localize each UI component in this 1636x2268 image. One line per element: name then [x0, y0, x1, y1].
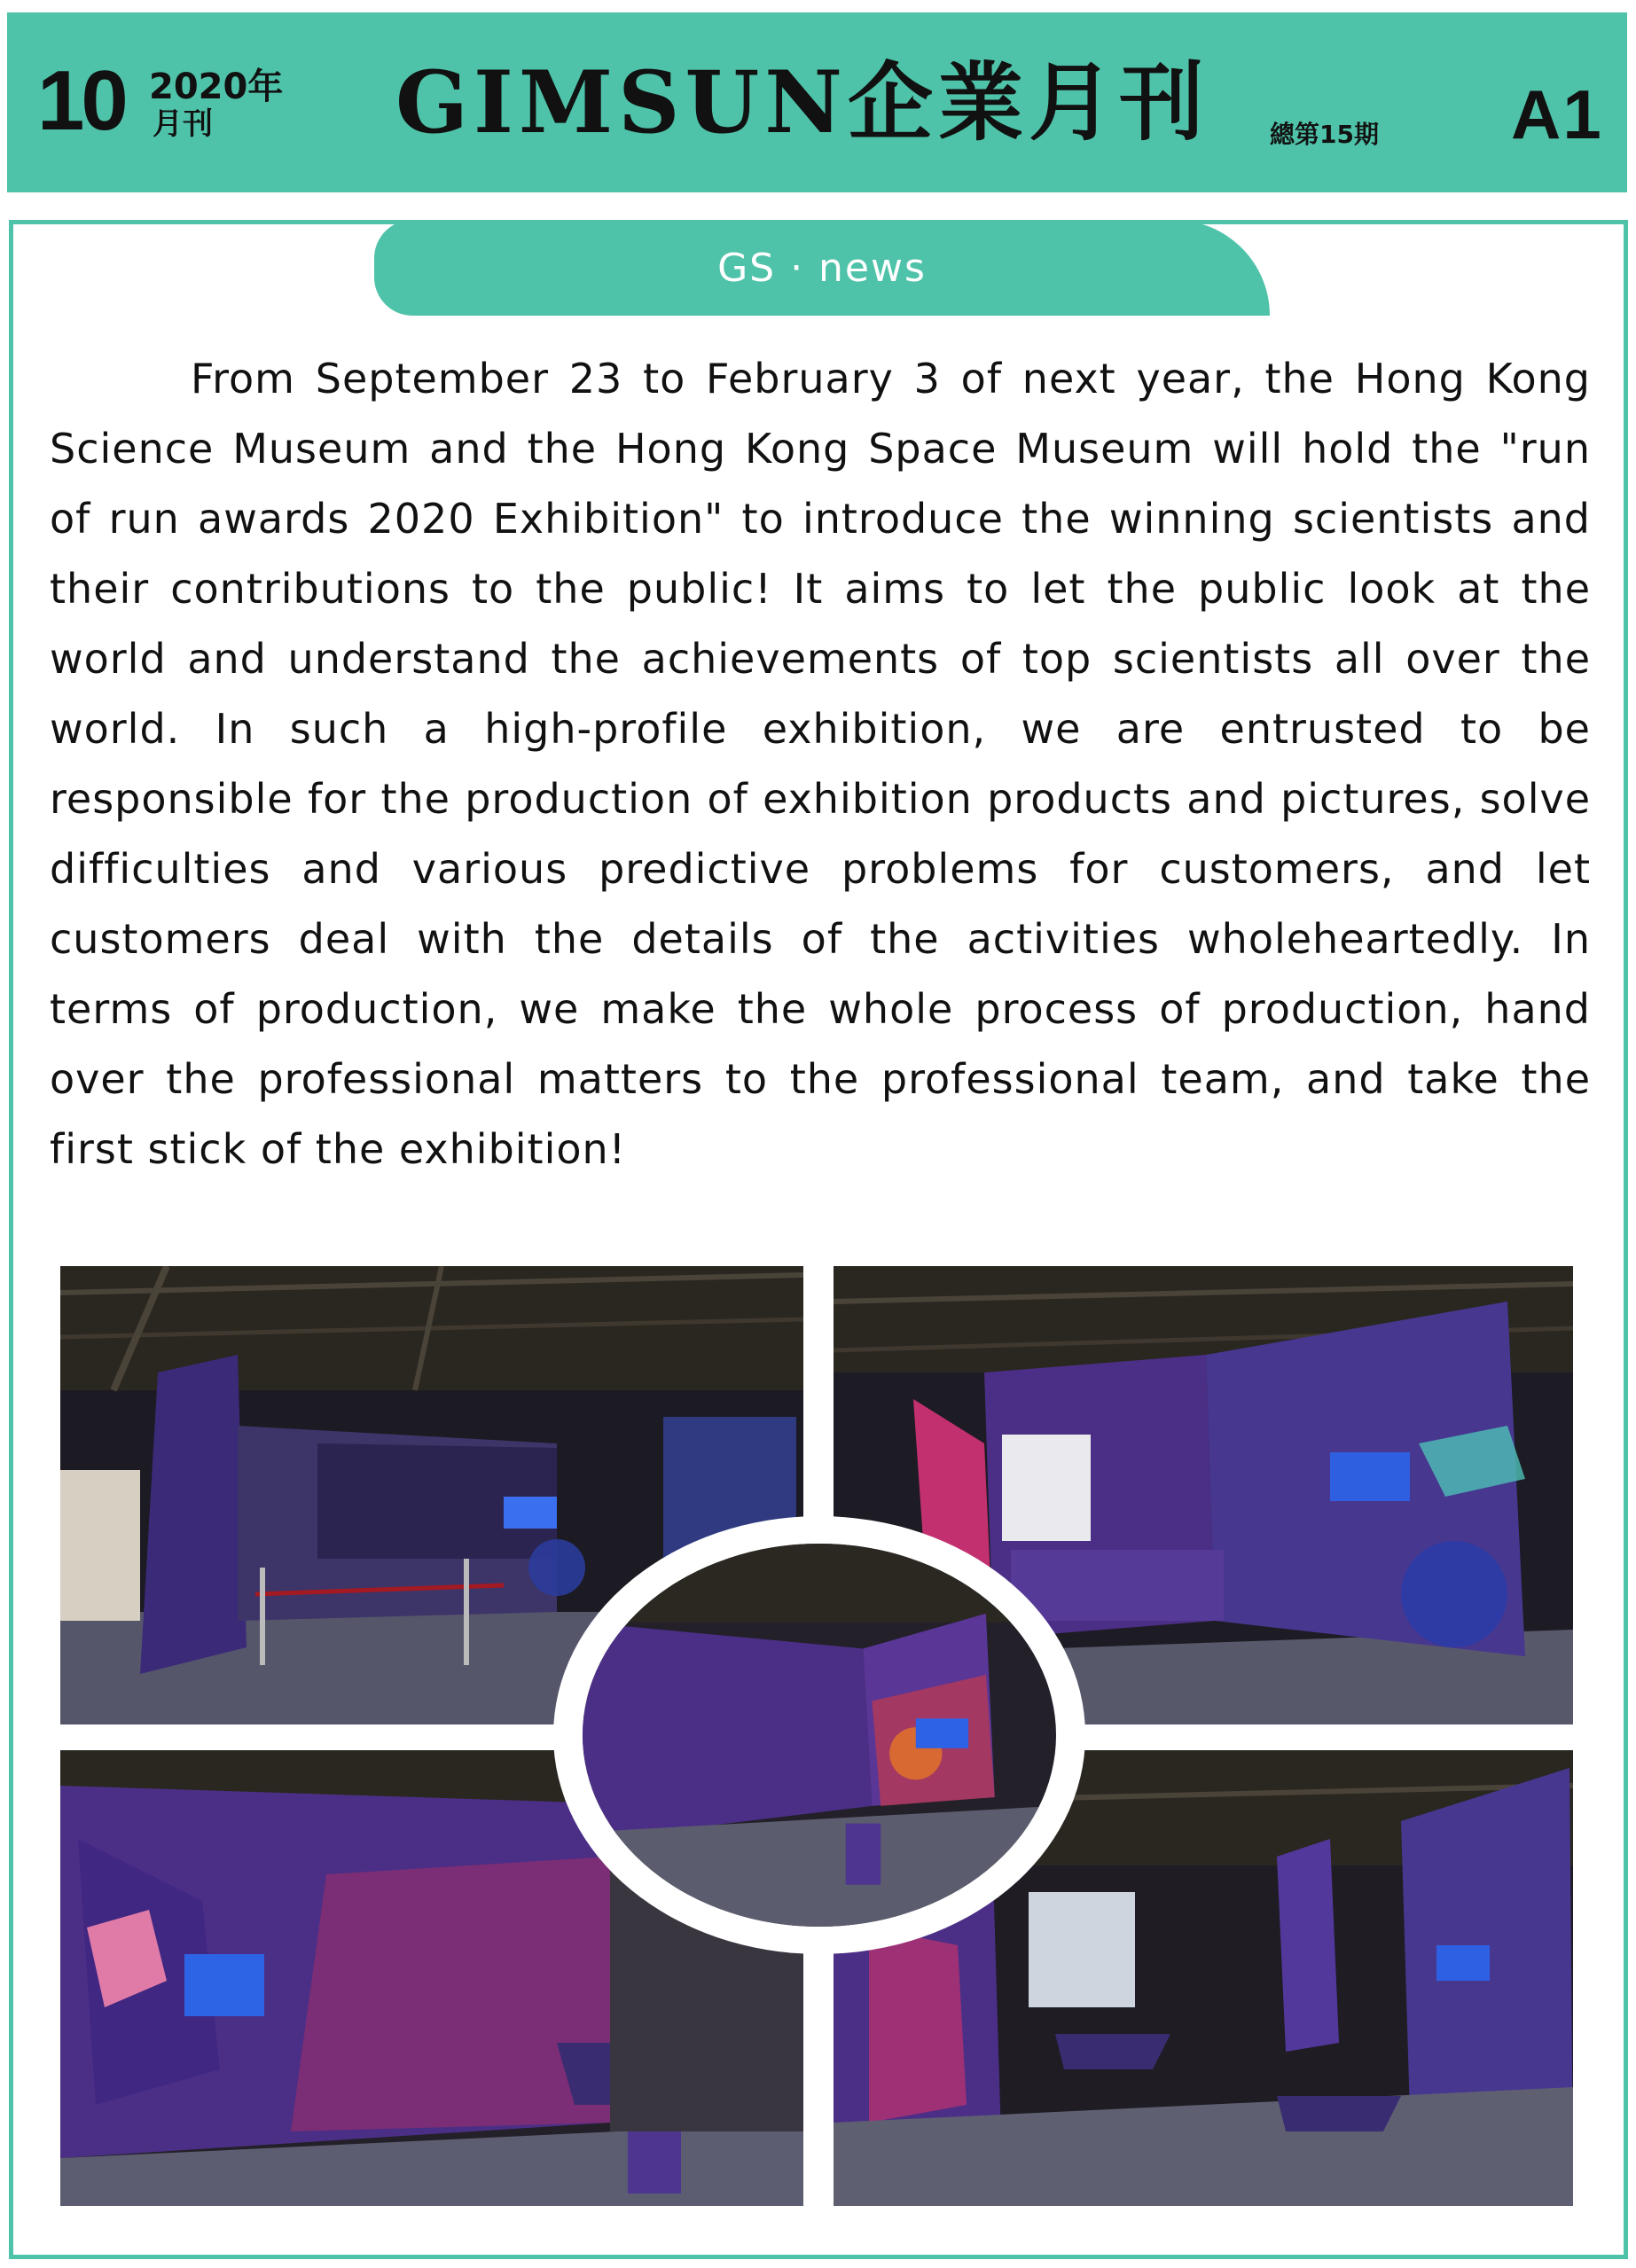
issue-periodical: 月刊	[153, 106, 213, 142]
exhibition-photo-center	[580, 1541, 1059, 1929]
issue-month-number: 10	[37, 53, 125, 148]
article-body: From September 23 to February 3 of next year, the Hong Kong Science Museum and the Hong Kong Space Museum will hold the "run of run awards 2020 Exhibition" to introduce the winning scientists and their contributions to the public! It aims to let the public look at the world and understand the achievements of top scientists all over the world. In such a high-profile exhibition, we are entrusted to be responsible for the production of exhibition products and pictures, solve difficulties and various predictive problems for customers, and let customers deal with the details of the activities wholeheartedly. In terms of production, we make the whole process of production, hand over the professional matters to the professional team, and take the first stick of the exhibition!	[50, 355, 1591, 1173]
page-number: A1	[1511, 75, 1603, 153]
issue-number: 總第15期	[1270, 120, 1379, 149]
section-tab	[374, 220, 1270, 316]
publication-title: GIMSUN企業月刊	[395, 52, 1209, 153]
issue-date	[149, 67, 283, 142]
issue-year: 2020年	[149, 66, 284, 107]
section-label: GS · news	[717, 245, 927, 291]
masthead-banner	[7, 12, 1627, 192]
